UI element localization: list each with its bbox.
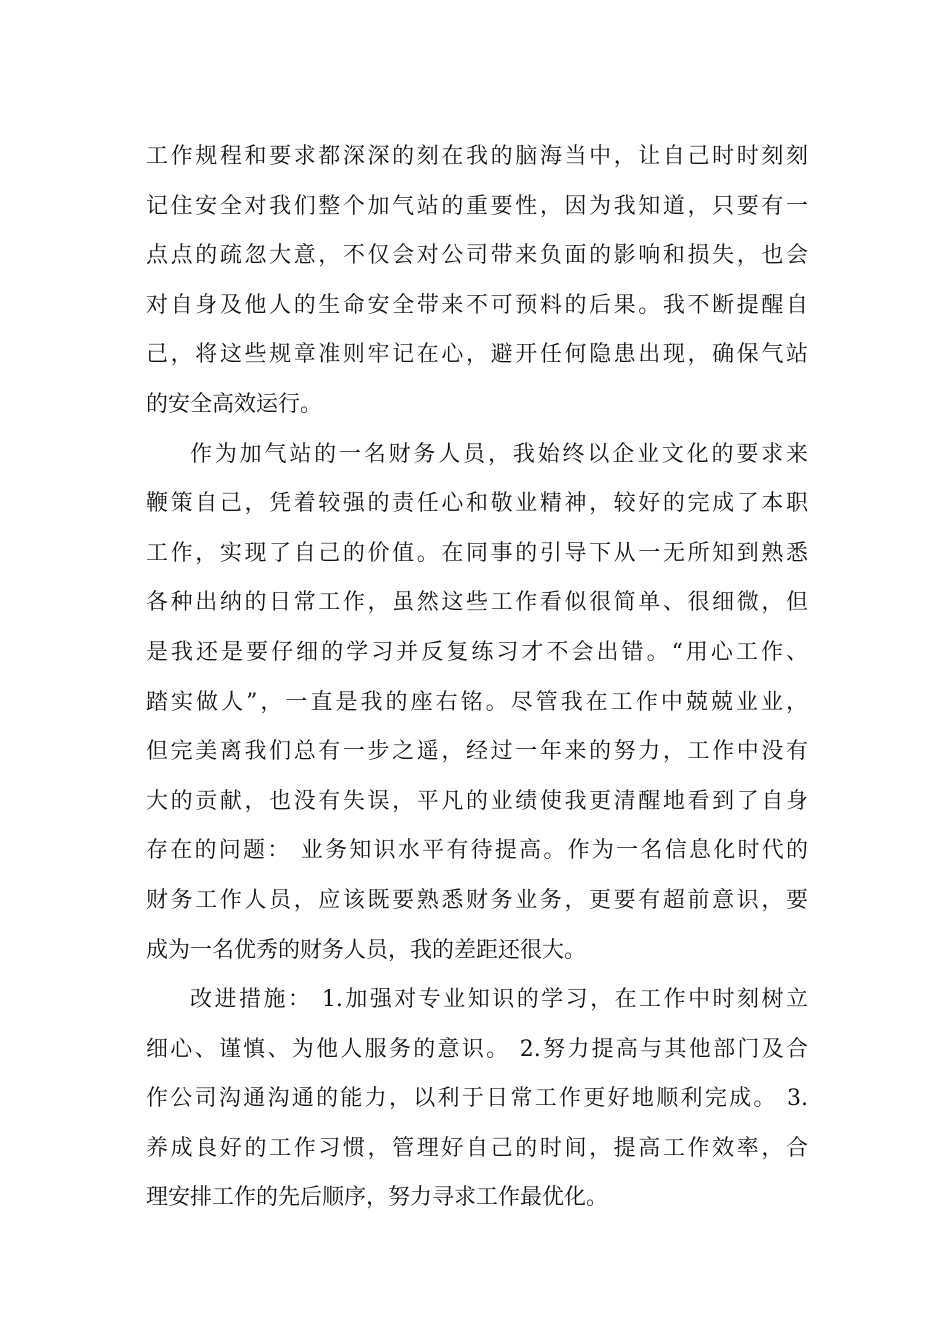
- paragraph-2-line-8: 大的贡献，也没有失误，平凡的业绩使我更清醒地看到了自身: [146, 788, 808, 814]
- paragraph-3-line-4: 养成良好的工作习惯，管理好自己的时间，提高工作效率，合: [146, 1135, 808, 1161]
- paragraph-2-line-7: 但完美离我们总有一步之遥，经过一年来的努力，工作中没有: [146, 739, 808, 765]
- paragraph-3-line-5: 理安排工作的先后顺序，努力寻求工作最优化。: [146, 1185, 609, 1211]
- paragraph-1-line-3: 点点的疏忽大意，不仅会对公司带来负面的影响和损失，也会: [146, 243, 808, 269]
- paragraph-2-line-1: 作为加气站的一名财务人员，我始终以企业文化的要求来: [190, 441, 808, 467]
- paragraph-2-line-5: 是我还是要仔细的学习并反复练习才不会出错。“用心工作、: [146, 639, 808, 665]
- paragraph-1-line-4: 对自身及他人的生命安全带来不可预料的后果。我不断提醒自: [146, 292, 808, 318]
- paragraph-2-line-9: 存在的问题： 业务知识水平有待提高。作为一名信息化时代的: [146, 838, 808, 864]
- paragraph-3-line-2: 细心、谨慎、为他人服务的意识。 2.努力提高与其他部门及合: [146, 1036, 808, 1062]
- paragraph-2-line-2: 鞭策自己，凭着较强的责任心和敬业精神，较好的完成了本职: [146, 491, 808, 517]
- paragraph-3-line-3: 作公司沟通沟通的能力，以利于日常工作更好地顺利完成。 3.: [146, 1086, 808, 1112]
- paragraph-1-line-6: 的安全高效运行。: [146, 391, 323, 417]
- paragraph-2-line-10: 财务工作人员，应该既要熟悉财务业务，更要有超前意识，要: [146, 887, 808, 913]
- paragraph-1-line-1: 工作规程和要求都深深的刻在我的脑海当中，让自己时时刻刻: [146, 144, 808, 169]
- paragraph-3-line-1: 改进措施： 1.加强对专业知识的学习，在工作中时刻树立: [190, 987, 808, 1013]
- paragraph-2-line-11: 成为一名优秀的财务人员，我的差距还很大。: [146, 937, 587, 963]
- paragraph-1-line-5: 己，将这些规章准则牢记在心，避开任何隐患出现，确保气站: [146, 342, 808, 368]
- paragraph-2-line-3: 工作，实现了自己的价值。在同事的引导下从一无所知到熟悉: [146, 540, 808, 566]
- paragraph-1-line-2: 记住安全对我们整个加气站的重要性，因为我知道，只要有一: [146, 193, 808, 219]
- paragraph-2-line-4: 各种出纳的日常工作，虽然这些工作看似很简单、很细微，但: [146, 590, 808, 616]
- document-body: [146, 132, 808, 1223]
- paragraph-2-line-6: 踏实做人”，一直是我的座右铭。尽管我在工作中兢兢业业，: [146, 689, 808, 715]
